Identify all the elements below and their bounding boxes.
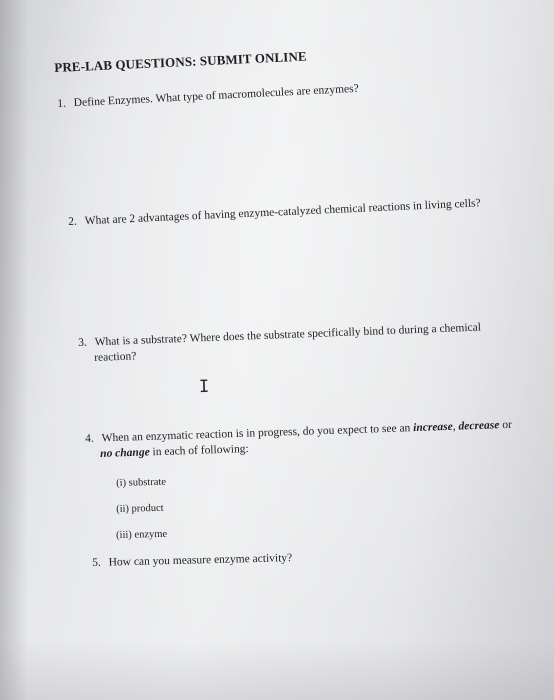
- question-4-item-enzyme: (iii) enzyme: [116, 528, 168, 541]
- question-4-text-line-2: in each of following:: [149, 443, 249, 459]
- page-title: PRE-LAB QUESTIONS: SUBMIT ONLINE: [54, 48, 307, 75]
- question-1-text: Define Enzymes. What type of macromolecules are enzymes?: [73, 82, 359, 110]
- question-3-line-2: reaction?: [94, 350, 137, 364]
- page-shadow-bottom: [0, 640, 554, 700]
- question-5-text: How can you measure enzyme activity?: [108, 552, 293, 569]
- question-3-line-1: [78, 322, 481, 349]
- question-4-text-line-1: When an enzymatic reaction is in progress, do you expect to see an: [101, 422, 414, 445]
- text-cursor-icon: I: [198, 376, 210, 398]
- question-4-line-2: [100, 443, 249, 460]
- question-3-number: 3.: [78, 336, 88, 349]
- decrease-term: decrease: [458, 419, 500, 433]
- page-shadow-left: [0, 0, 28, 700]
- question-4-number: 4.: [85, 432, 95, 445]
- question-5-number: 5.: [92, 556, 101, 569]
- question-1: [57, 83, 359, 110]
- question-2: [68, 197, 481, 228]
- no-change-term: no change: [100, 446, 150, 460]
- question-1-number: 1.: [57, 97, 67, 110]
- question-5: [92, 552, 292, 569]
- comma-sep: ,: [452, 420, 459, 433]
- question-4-line-1: [85, 419, 512, 445]
- question-4-item-product: (ii) product: [116, 502, 164, 515]
- question-2-number: 2.: [68, 215, 78, 228]
- or-word: or: [499, 418, 513, 432]
- question-4-item-substrate: (i) substrate: [116, 476, 167, 489]
- question-2-text: What are 2 advantages of having enzyme-catalyzed chemical reactions in living cells?: [84, 197, 481, 228]
- increase-term: increase: [412, 420, 453, 435]
- question-3-text-line-1: What is a substrate? Where does the substrate specifically bind to during a chemical: [94, 321, 482, 349]
